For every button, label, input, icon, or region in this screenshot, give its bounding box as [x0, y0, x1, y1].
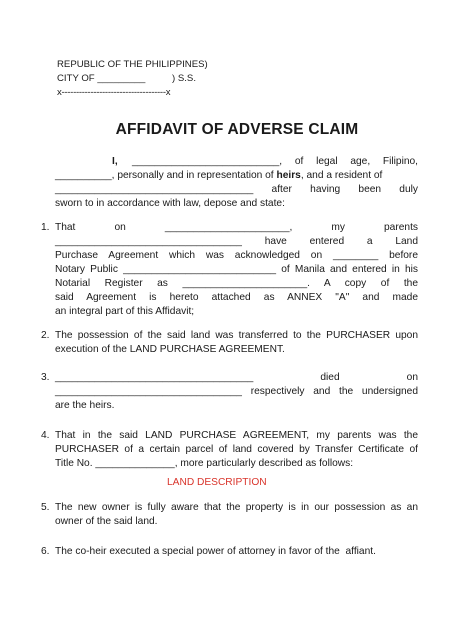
para-5-line-2: owner of the said land.	[55, 516, 158, 527]
para-4-line-1: That in the said LAND PURCHASE AGREEMENT, my parents was the	[55, 430, 418, 441]
para-3-line-1: ___________________________________ died on	[55, 372, 418, 383]
header-republic: REPUBLIC OF THE PHILIPPINES)	[57, 59, 208, 70]
para-3-line-3: are the heirs.	[55, 400, 115, 411]
para-1-line-4: Notary Public ___________________________ of Manila and entered in his	[55, 264, 418, 275]
intro-line-3: ___________________________________ after having been duly	[55, 184, 418, 195]
para-5-line-1: The new owner is fully aware that the property is in our possession as an	[55, 502, 418, 513]
para-2-number: 2.	[41, 330, 50, 341]
intro-line-4: sworn to in accordance with law, depose and state:	[55, 198, 285, 209]
para-1-number: 1.	[41, 222, 50, 233]
para-1-line-5: Notarial Register as ______________________. A copy of the	[55, 278, 418, 289]
intro-heirs: heirs	[276, 170, 301, 181]
intro-line-2	[55, 169, 418, 183]
header-rule: x------------------------------------x	[57, 87, 171, 98]
para-1-line-3: Purchase Agreement which was acknowledged on ________ before	[55, 250, 418, 261]
para-1-line-2: _________________________________ have entered a Land	[55, 236, 418, 247]
intro-line-1: __________________________, of legal age, Filipino,	[132, 156, 418, 167]
para-1-line-1: That on ______________________, my parents	[55, 222, 418, 233]
para-5-number: 5.	[41, 502, 50, 513]
intro-i: I,	[112, 156, 118, 167]
para-1-line-6: said Agreement is hereto attached as ANNEX "A" and made	[55, 292, 418, 303]
para-2-line-1: The possession of the said land was transferred to the PURCHASER upon	[55, 330, 418, 341]
para-2-line-2: execution of the LAND PURCHASE AGREEMENT.	[55, 344, 285, 355]
para-1-line-7: an integral part of this Affidavit;	[55, 306, 195, 317]
para-3-line-2: _________________________________ respectively and the undersigned	[55, 386, 418, 397]
para-4-line-2: PURCHASER of a certain parcel of land covered by Transfer Certificate of	[55, 444, 418, 455]
header-city: CITY OF _________ ) S.S.	[57, 73, 196, 84]
para-4-line-3: Title No. ______________, more particularly described as follows:	[55, 458, 354, 469]
document-title: AFFIDAVIT OF ADVERSE CLAIM	[115, 121, 359, 138]
intro-line-2a: __________, personally and in representation of	[55, 170, 277, 181]
intro-line-2b: , and a resident of	[300, 170, 383, 181]
para-4-number: 4.	[41, 430, 50, 441]
para-6-number: 6.	[41, 546, 50, 557]
land-description-heading: LAND DESCRIPTION	[167, 477, 267, 488]
para-6-line-1: The co-heir executed a special power of attorney in favor of the affiant.	[55, 546, 376, 557]
para-3-number: 3.	[41, 372, 50, 383]
